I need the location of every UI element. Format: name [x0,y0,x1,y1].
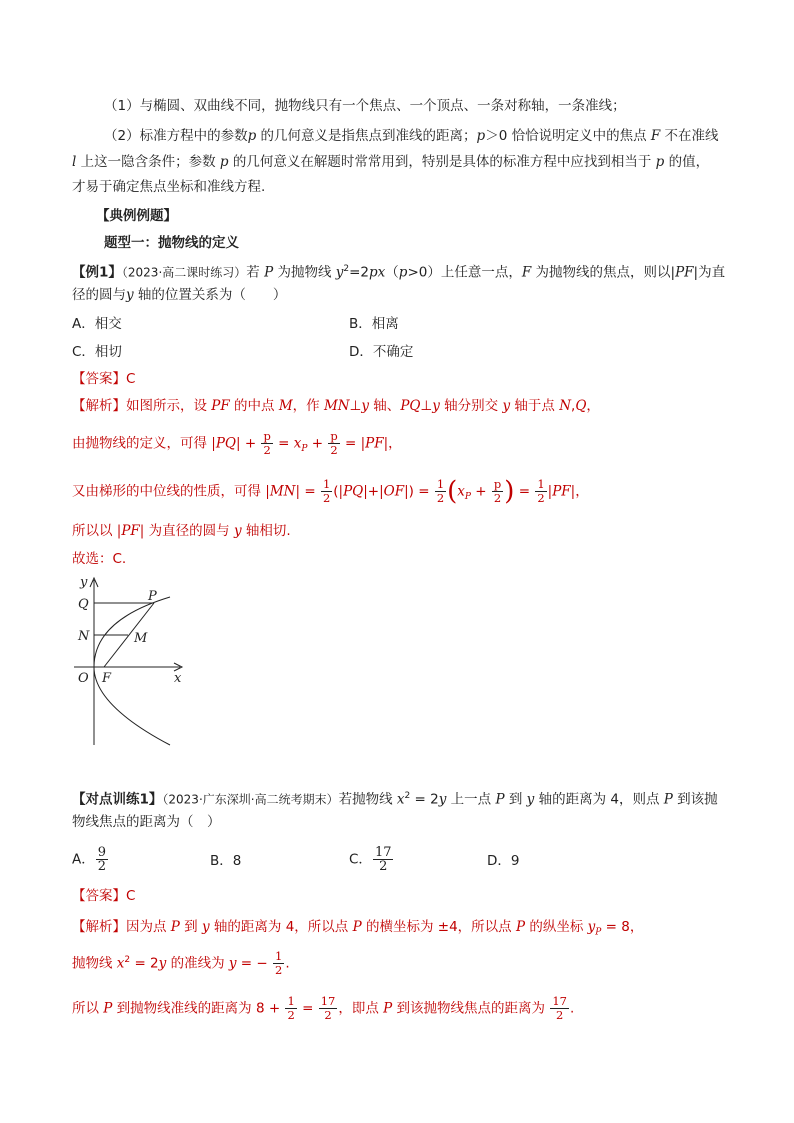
conclusion: 故选：C. [72,551,127,567]
analysis-line-4: 所以以 |PF| 为直径的圆与 y 轴相切. [72,523,291,539]
training-option-d: D．9 [487,853,520,869]
training-option-c: C． $\frac{17}{2}$ [349,845,392,874]
label-f: F [102,671,112,686]
training-1-question-line-2: 物线焦点的距离为（ ） [72,814,221,830]
note-2-line-3: 才易于确定焦点坐标和准线方程. [72,179,266,195]
training-1-question-line-1: 【对点训练1】（2023·广东深圳·高二统考期末）若抛物线 $x^2 = 2y$ 上一点 P 到 y 轴的距离为 4，则点 P 到该抛 [72,791,718,808]
label-o: O [78,671,89,686]
training-analysis-tag: 【解析】 [72,919,126,935]
label-p: P [148,589,157,604]
training-option-a: A． $\frac{9}{2}$ [72,845,107,874]
example-source: （2023·高二课时练习） [121,265,247,280]
example-tag: 【例1】 [72,264,122,281]
training-option-b: B．8 [210,853,242,869]
training-analysis-line-1: 【解析】因为点 P 到 y 轴的距离为 4，所以点 P 的横坐标为 ±4，所以点 P 的纵坐标 $y_P = 8$， [72,919,644,938]
answer-value: C [126,371,136,387]
training-answer-tag: 【答案】 [72,888,126,904]
section-heading: 【典例例题】 [96,208,177,224]
label-y: y [80,575,88,590]
note-1: （1）与椭圆、双曲线不同，抛物线只有一个焦点、一个顶点、一条对称轴，一条准线； [104,98,626,114]
note-2-line-2: l 上这一隐含条件；参数 p 的几何意义在解题时常常用到，特别是具体的标准方程中应找到相当于 p 的值， [72,154,710,170]
training-answer-line [72,886,135,906]
answer-tag: 【答案】 [72,371,126,387]
label-q: Q [78,597,89,612]
note-2-line-1: （2）标准方程中的参数p 的几何意义是指焦点到准线的距离；p＞0 恰恰说明定义中的焦点 F 不在准线 [104,128,719,144]
option-a: A．相交 [72,316,122,332]
option-d: D．不确定 [349,344,414,360]
example-1-question-line-2: 径的圆与y 轴的位置关系为（ ） [72,287,287,303]
label-x: x [174,671,182,686]
analysis-tag: 【解析】 [72,398,126,414]
option-b: B．相离 [349,316,399,332]
analysis-line-2: 由抛物线的定义，可得 |PQ| + $\frac{p}{2}$ = $x_P$ + $\frac{p}{2}$ = |PF|， [72,429,402,457]
parabola-figure [70,570,190,750]
analysis-line-1: 【解析】如图所示，设 PF 的中点 M，作 MN⊥y 轴、PQ⊥y 轴分别交 y 轴于点 N,Q， [72,398,600,414]
training-analysis-line-2: 抛物线 $x^2 = 2y$ 的准线为 y = − $\frac{1}{2}$ . [72,949,290,977]
topic-heading: 题型一：抛物线的定义 [104,235,239,251]
label-m: M [134,631,148,646]
training-answer-value: C [126,888,136,904]
answer-line [72,369,135,389]
option-c: C．相切 [72,344,122,360]
example-1-question-line-1: 【例1】（2023·高二课时练习）若 P 为抛物线 $y^2=2px(p>0)$上任意一点，F 为抛物线的焦点，则以|PF|为直 [72,264,726,281]
training-analysis-line-3: 所以 P 到抛物线准线的距离为 8 + $\frac{1}{2}$ = $\frac{17}{2}$ ，即点 P 到该抛物线焦点的距离为 $\frac{17}{2}$ . [72,994,575,1022]
label-n: N [78,629,90,644]
training-tag: 【对点训练1】 [72,791,163,808]
training-source: （2023·广东深圳·高二统考期末） [162,792,339,807]
analysis-line-3: 又由梯形的中位线的性质，可得 |MN| = $\frac{1}{2}$ (|PQ|+|OF|) = $\frac{1}{2}$ ($x_P$ + $\frac{p}{2}$ ) = $\frac{1}{2}$ |PF|， [72,476,589,507]
